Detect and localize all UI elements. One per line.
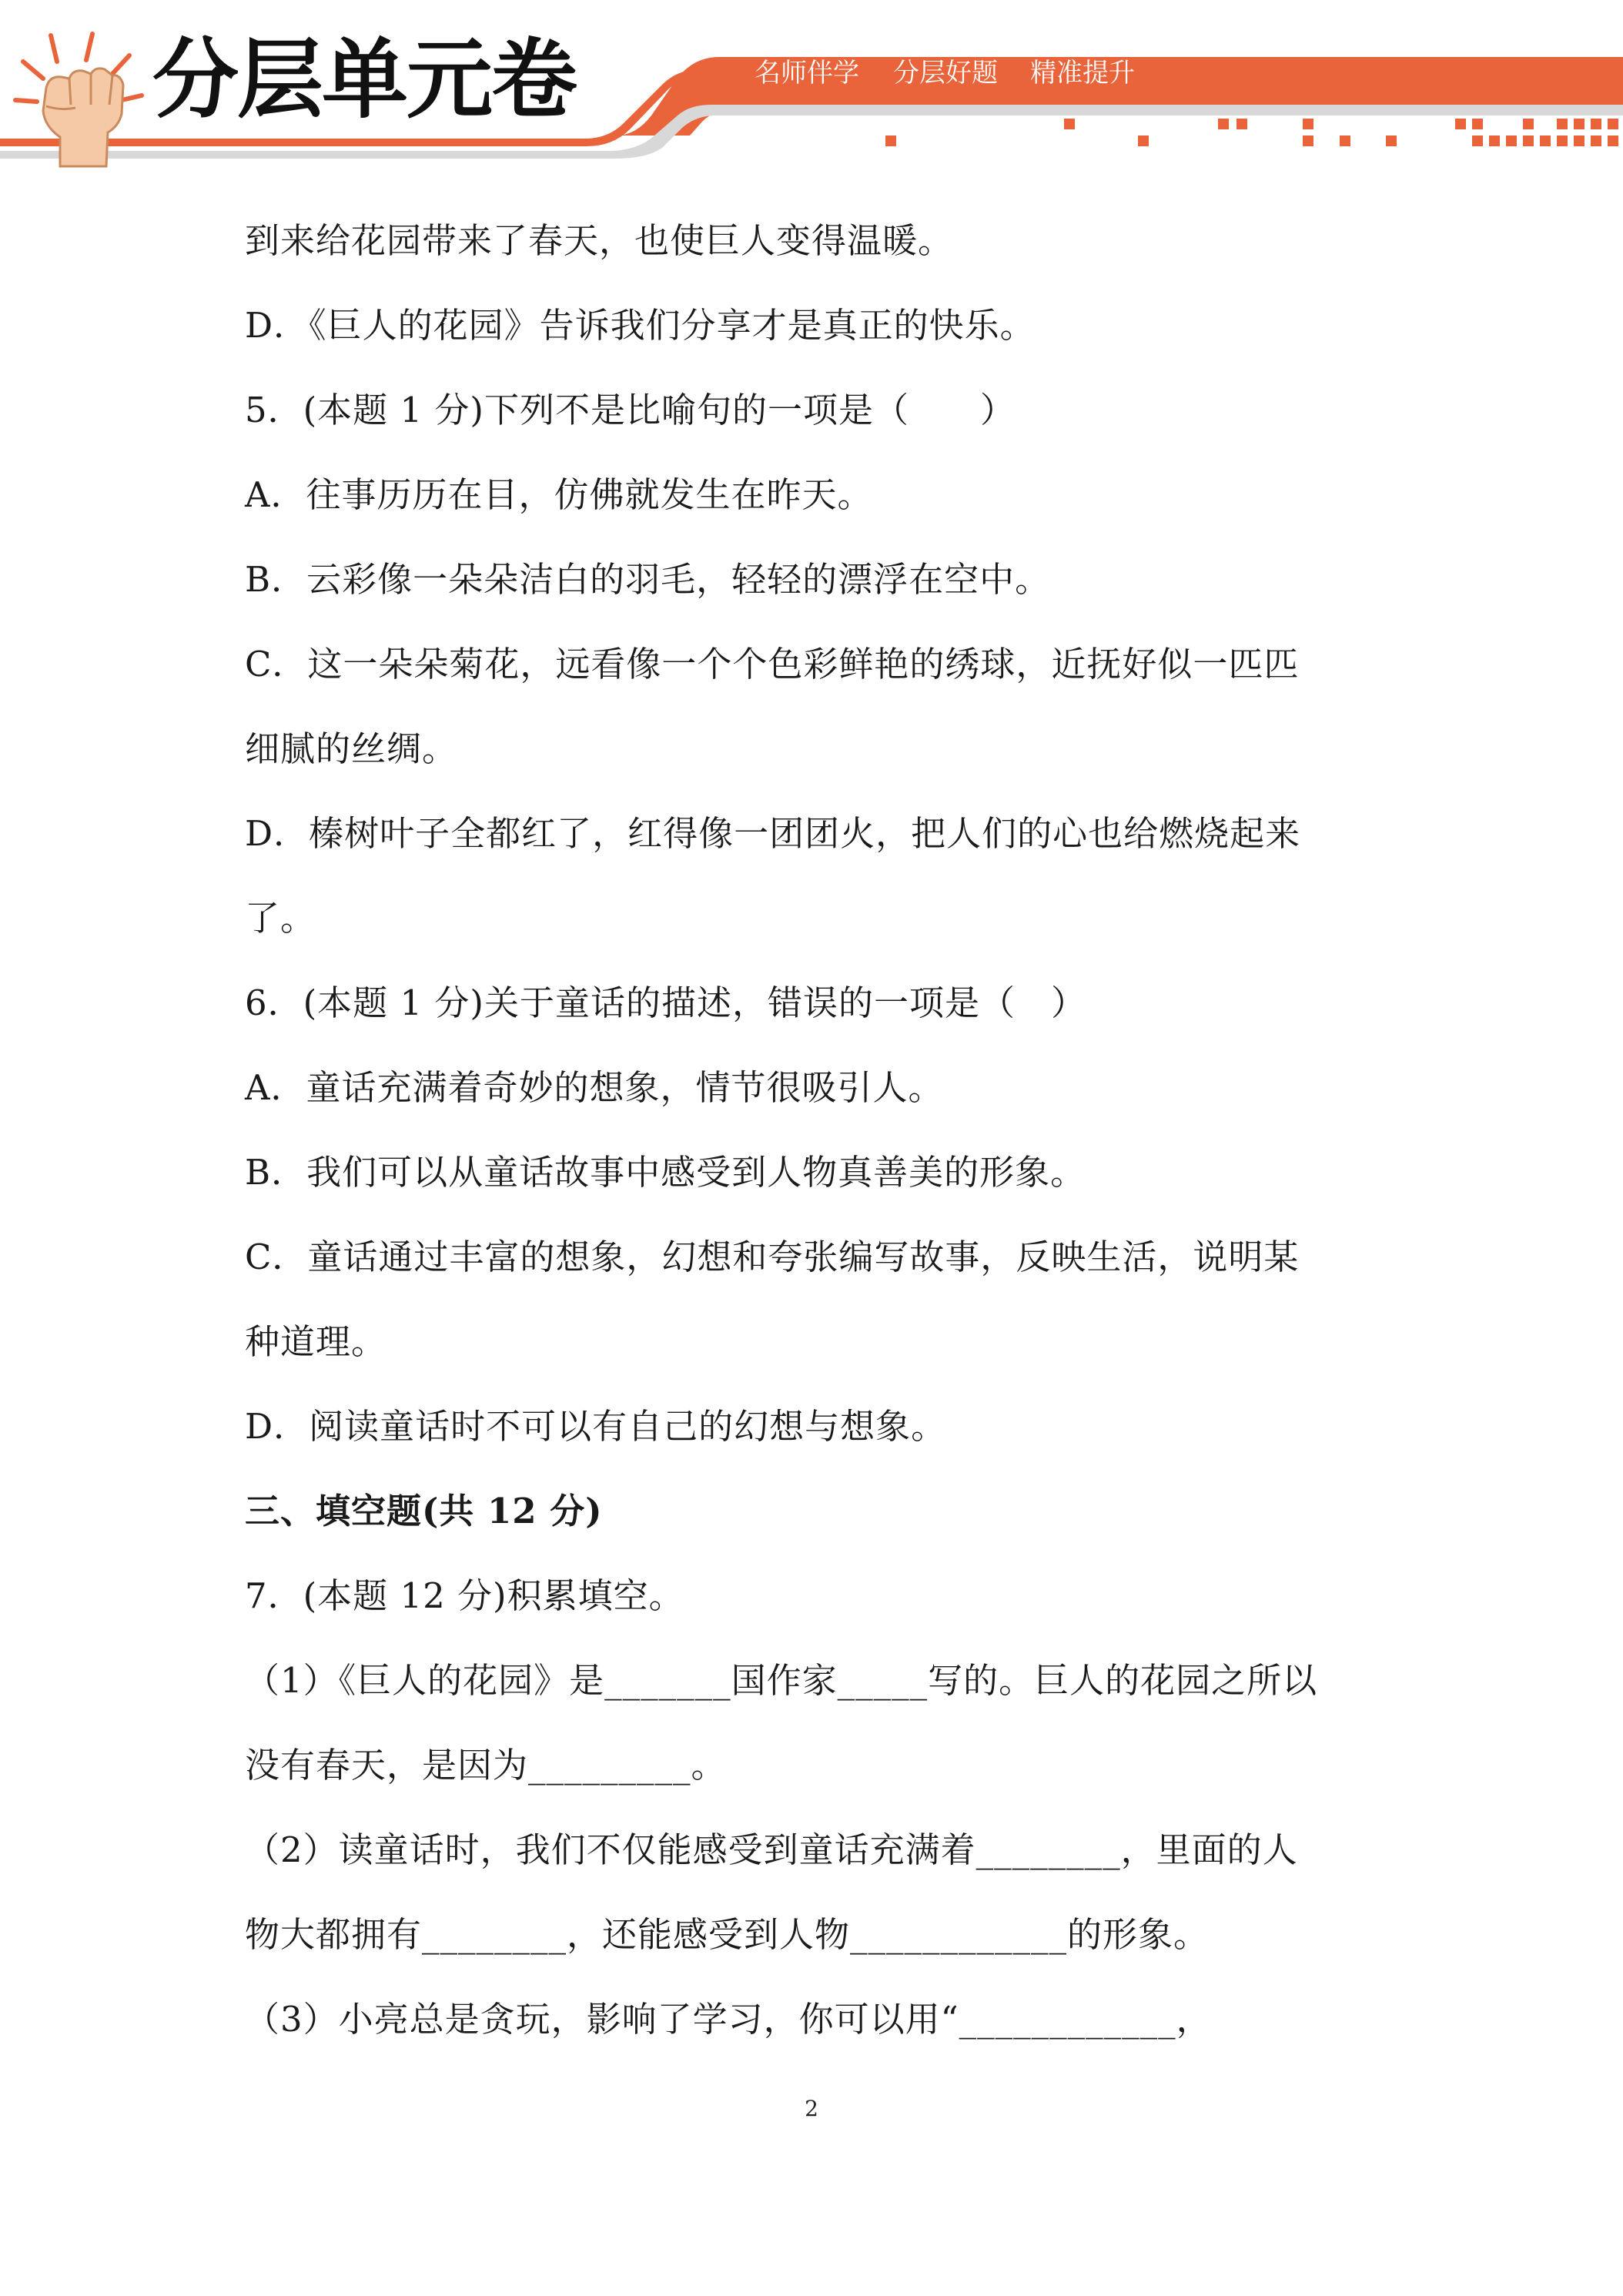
page-header xyxy=(0,0,1623,177)
slogan-1: 名师伴学 xyxy=(755,58,859,89)
text-line: 物大都拥有________，还能感受到人物____________的形象。 xyxy=(245,1914,1210,1955)
text-line: 种道理。 xyxy=(245,1321,387,1362)
text-line: 细腻的丝绸。 xyxy=(245,728,458,769)
option-c: C．童话通过丰富的想象，幻想和夸张编写故事，反映生活，说明某 xyxy=(245,1237,1300,1277)
slogan-2: 分层好题 xyxy=(893,58,998,89)
option-a: A．童话充满着奇妙的想象，情节很吸引人。 xyxy=(245,1067,944,1108)
question-5: 5．(本题 1 分)下列不是比喻句的一项是（ ） xyxy=(245,390,1016,430)
option-d: D．《巨人的花园》告诉我们分享才是真正的快乐。 xyxy=(245,305,1036,346)
fill-blank-3: （3）小亮总是贪玩，影响了学习，你可以用“____________， xyxy=(245,1999,1212,2040)
text-line: 没有春天，是因为_________。 xyxy=(245,1745,727,1786)
question-6: 6．(本题 1 分)关于童话的描述，错误的一项是（ ） xyxy=(245,982,1086,1023)
fill-blank-1: （1）《巨人的花园》是_______国作家_____写的。巨人的花园之所以 xyxy=(245,1660,1318,1701)
text-line: 到来给花园带来了春天，也使巨人变得温暖。 xyxy=(245,220,954,261)
page-number: 2 xyxy=(805,2096,818,2121)
fill-blank-2: （2）读童话时，我们不仅能感受到童话充满着________，里面的人 xyxy=(245,1829,1298,1870)
decorative-squares xyxy=(885,119,1618,146)
option-b: B．我们可以从童话故事中感受到人物真善美的形象。 xyxy=(245,1152,1086,1193)
option-a: A．往事历历在目，仿佛就发生在昨天。 xyxy=(245,474,873,515)
option-c: C．这一朵朵菊花，远看像一个个色彩鲜艳的绣球，近抚好似一匹匹 xyxy=(245,644,1300,684)
brand-title: 分层单元卷 xyxy=(152,30,576,130)
slogan-3: 精准提升 xyxy=(1030,58,1135,89)
option-d: D．榛树叶子全都红了，红得像一团团火，把人们的心也给燃烧起来 xyxy=(245,813,1301,854)
option-b: B．云彩像一朵朵洁白的羽毛，轻轻的漂浮在空中。 xyxy=(245,559,1051,600)
fist-logo-icon xyxy=(6,31,152,169)
option-d: D．阅读童话时不可以有自己的幻想与想象。 xyxy=(245,1406,947,1447)
text-line: 了。 xyxy=(245,898,316,939)
section-heading: 三、填空题(共 12 分) xyxy=(245,1491,603,1531)
question-7: 7．(本题 12 分)积累填空。 xyxy=(245,1575,684,1616)
